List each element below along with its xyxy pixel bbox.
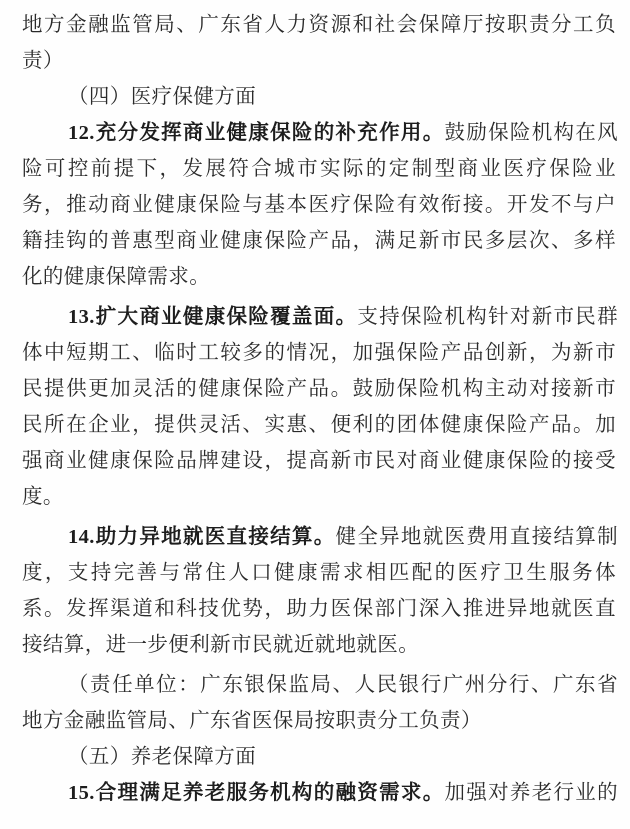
text-line: 接结算，进一步便利新市民就近就地就医。 (22, 632, 420, 656)
item-body: 健全异地就医费用直接结算制 (335, 524, 618, 548)
item-12-first-line (68, 114, 618, 150)
item-heading: 扩大商业健康保险覆盖面。 (94, 304, 358, 328)
item-number: 12. (68, 122, 95, 144)
item-number: 15. (68, 782, 95, 804)
section-heading-elderly: （五）养老保障方面 (68, 744, 257, 768)
item-heading: 助力异地就医直接结算。 (94, 524, 336, 548)
item-15-first-line (68, 774, 618, 810)
text-line: 地方金融监管局、广东省人力资源和社会保障厅按职责分工负 (22, 12, 616, 36)
text-line: 务，推动商业健康保险与基本医疗保险有效衔接。开发不与户 (22, 192, 616, 216)
item-13-first-line (68, 298, 618, 334)
item-number: 13. (68, 306, 95, 328)
text-line: 责） (22, 48, 64, 72)
text-line: 险可控前提下，发展符合城市实际的定制型商业医疗保险业 (22, 156, 616, 180)
item-body: 加强对养老行业的 (444, 780, 618, 804)
text-line: 民所在企业，提供灵活、实惠、便利的团体健康保险产品。加 (22, 412, 616, 436)
item-heading: 合理满足养老服务机构的融资需求。 (94, 780, 445, 804)
text-line: 民提供更加灵活的健康保险产品。鼓励保险机构主动对接新市 (22, 376, 616, 400)
item-body: 鼓励保险机构在风 (444, 120, 618, 144)
text-line: 强商业健康保险品牌建设，提高新市民对商业健康保险的接受 (22, 448, 616, 472)
text-line: 度，支持完善与常住人口健康需求相匹配的医疗卫生服务体 (22, 560, 616, 584)
text-line: 度。 (22, 484, 64, 508)
text-line: 地方金融监管局、广东省医保局按职责分工负责） (22, 708, 482, 732)
item-body: 支持保险机构针对新市民群 (357, 304, 618, 328)
responsible-units-line: （责任单位：广东银保监局、人民银行广州分行、广东省 (68, 672, 618, 696)
item-heading: 充分发挥商业健康保险的补充作用。 (94, 120, 445, 144)
item-14-first-line (68, 518, 618, 554)
text-line: 化的健康保障需求。 (22, 264, 211, 288)
text-line: 系。发挥渠道和科技优势，助力医保部门深入推进异地就医直 (22, 596, 616, 620)
section-heading-medical: （四）医疗保健方面 (68, 84, 257, 108)
text-line: 体中短期工、临时工较多的情况，加强保险产品创新，为新市 (22, 340, 616, 364)
item-number: 14. (68, 526, 95, 548)
text-line: 籍挂钩的普惠型商业健康保险产品，满足新市民多层次、多样 (22, 228, 616, 252)
